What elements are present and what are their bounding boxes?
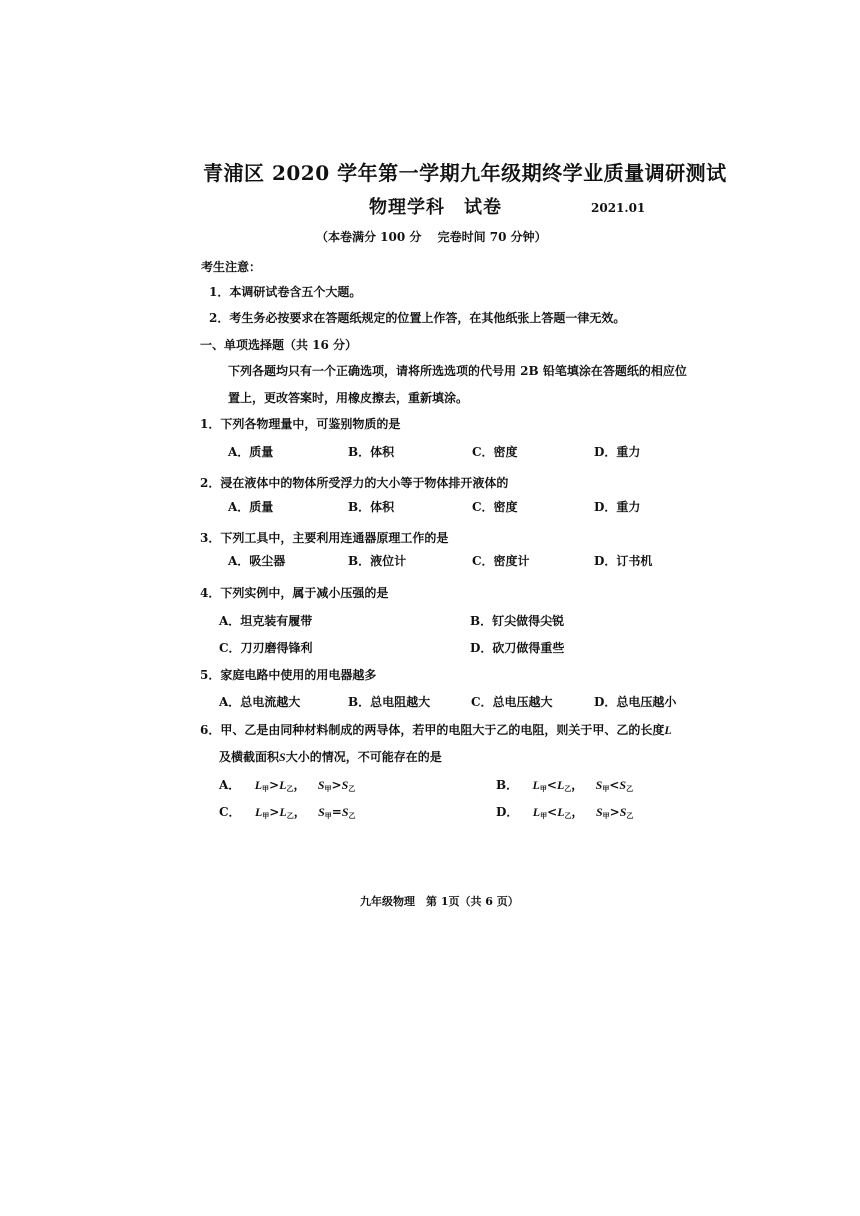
var-l: L — [279, 778, 287, 792]
sub-jia: 甲 — [324, 811, 332, 820]
question-1-option-d: D．重力 — [594, 445, 641, 459]
question-6-stem-text-1: 6．甲、乙是由同种材料制成的两导体，若甲的电阻大于乙的电阻，则关于甲、乙的长度 — [200, 723, 665, 737]
notice-item-1: 1．本调研试卷含五个大题。 — [209, 285, 362, 299]
question-1-option-a: A．质量 — [228, 445, 274, 459]
question-6-option-a — [219, 776, 355, 794]
sub-yi: 乙 — [564, 784, 572, 793]
question-4-option-a: A．坦克装有履带 — [219, 614, 313, 628]
question-4-option-b: B．钉尖做得尖锐 — [470, 614, 565, 628]
relation-2: > — [609, 805, 620, 819]
var-l: L — [254, 778, 263, 792]
var-s: S — [341, 778, 349, 792]
separator: ， — [293, 778, 306, 792]
question-4-option-d: D．砍刀做得重些 — [470, 641, 565, 655]
option-letter: C． — [219, 805, 241, 819]
question-3-option-d: D．订书机 — [594, 554, 653, 568]
question-4-option-c: C．刀刃磨得锋利 — [219, 641, 313, 655]
sub-yi: 乙 — [286, 784, 294, 793]
question-3-option-b: B．液位计 — [348, 554, 407, 568]
sub-yi: 乙 — [626, 811, 634, 820]
relation-1: > — [269, 805, 280, 819]
question-5-option-b: B．总电阻越大 — [348, 695, 431, 709]
question-5-option-c: C．总电压越大 — [471, 695, 553, 709]
separator: ， — [571, 778, 584, 792]
question-3-stem: 3．下列工具中，主要利用连通器原理工作的是 — [200, 531, 449, 545]
option-letter: B． — [496, 778, 519, 792]
exam-subtitle: 物理学科 试卷 — [369, 197, 502, 218]
option-letter: A． — [219, 778, 241, 792]
sub-jia: 甲 — [262, 811, 270, 820]
sub-jia: 甲 — [540, 811, 548, 820]
question-2-option-a: A．质量 — [228, 500, 274, 514]
var-s: S — [619, 805, 627, 819]
relation-2: > — [331, 778, 342, 792]
question-1-option-b: B．体积 — [348, 445, 395, 459]
var-s: S — [318, 805, 325, 819]
var-l: L — [279, 805, 287, 819]
question-4-stem: 4．下列实例中，属于减小压强的是 — [200, 586, 389, 600]
var-l: L — [254, 805, 263, 819]
question-1-stem: 1．下列各物理量中，可鉴别物质的是 — [200, 417, 401, 431]
question-6-stem-text-2a: 及横截面积 — [219, 750, 280, 764]
var-l: L — [532, 805, 541, 819]
sub-jia: 甲 — [324, 784, 332, 793]
relation-1: < — [547, 805, 558, 819]
section-heading: 一、单项选择题（共 16 分） — [200, 338, 358, 352]
relation-1: > — [269, 778, 280, 792]
var-s: S — [341, 805, 349, 819]
sub-jia: 甲 — [602, 784, 610, 793]
question-3-option-c: C．密度计 — [472, 554, 530, 568]
sub-jia: 甲 — [539, 784, 547, 793]
question-2-option-b: B．体积 — [348, 500, 395, 514]
question-6-option-d — [496, 803, 633, 821]
sub-yi: 乙 — [626, 784, 634, 793]
var-s: S — [595, 805, 603, 819]
var-s: S — [317, 778, 325, 792]
section-instruction-line-1: 下列各题均只有一个正确选项，请将所选选项的代号用 2B 铅笔填涂在答题纸的相应位 — [228, 364, 687, 378]
question-5-option-d: D．总电压越小 — [594, 695, 677, 709]
sub-yi: 乙 — [348, 811, 356, 820]
question-5-stem: 5．家庭电路中使用的用电器越多 — [200, 668, 377, 682]
question-2-option-d: D．重力 — [594, 500, 641, 514]
var-l: L — [532, 778, 540, 792]
question-2-option-c: C．密度 — [472, 500, 518, 514]
question-6-var-l: L — [664, 723, 672, 737]
notice-item-2: 2．考生务必按要求在答题纸规定的位置上作答，在其他纸张上答题一律无效。 — [209, 311, 626, 325]
question-6-option-c — [219, 803, 356, 821]
page-footer: 九年级物理 第 1页（共 6 页） — [360, 895, 519, 908]
sub-jia: 甲 — [602, 811, 610, 820]
question-5-option-a: A．总电流越大 — [219, 695, 301, 709]
exam-date: 2021.01 — [591, 201, 646, 215]
question-3-option-a: A．吸尘器 — [228, 554, 286, 568]
question-2-stem: 2．浸在液体中的物体所受浮力的大小等于物体排开液体的 — [200, 476, 509, 490]
separator: ， — [293, 805, 306, 819]
relation-2: = — [331, 805, 342, 819]
question-6-stem-line-2 — [219, 748, 442, 765]
var-s: S — [595, 778, 603, 792]
sub-jia: 甲 — [262, 784, 270, 793]
separator: ， — [571, 805, 584, 819]
section-instruction-line-2: 置上，更改答案时，用橡皮擦去，重新填涂。 — [228, 391, 469, 405]
question-6-stem-line-1 — [200, 721, 672, 738]
sub-yi: 乙 — [348, 784, 356, 793]
exam-info: （本卷满分 100 分 完卷时间 70 分钟） — [316, 230, 547, 244]
var-s: S — [619, 778, 627, 792]
sub-yi: 乙 — [564, 811, 572, 820]
question-6-stem-text-2b: 大小的情况，不可能存在的是 — [285, 750, 442, 764]
relation-2: < — [609, 778, 620, 792]
var-l: L — [557, 805, 565, 819]
question-6-var-s: S — [279, 750, 286, 764]
notice-heading: 考生注意： — [201, 260, 262, 274]
var-l: L — [556, 778, 565, 792]
exam-title: 青浦区 2020 学年第一学期九年级期终学业质量调研测试 — [203, 161, 727, 185]
sub-yi: 乙 — [286, 811, 294, 820]
question-1-option-c: C．密度 — [472, 445, 518, 459]
option-letter: D． — [496, 805, 519, 819]
relation-1: < — [546, 778, 557, 792]
question-6-option-b — [496, 776, 633, 794]
